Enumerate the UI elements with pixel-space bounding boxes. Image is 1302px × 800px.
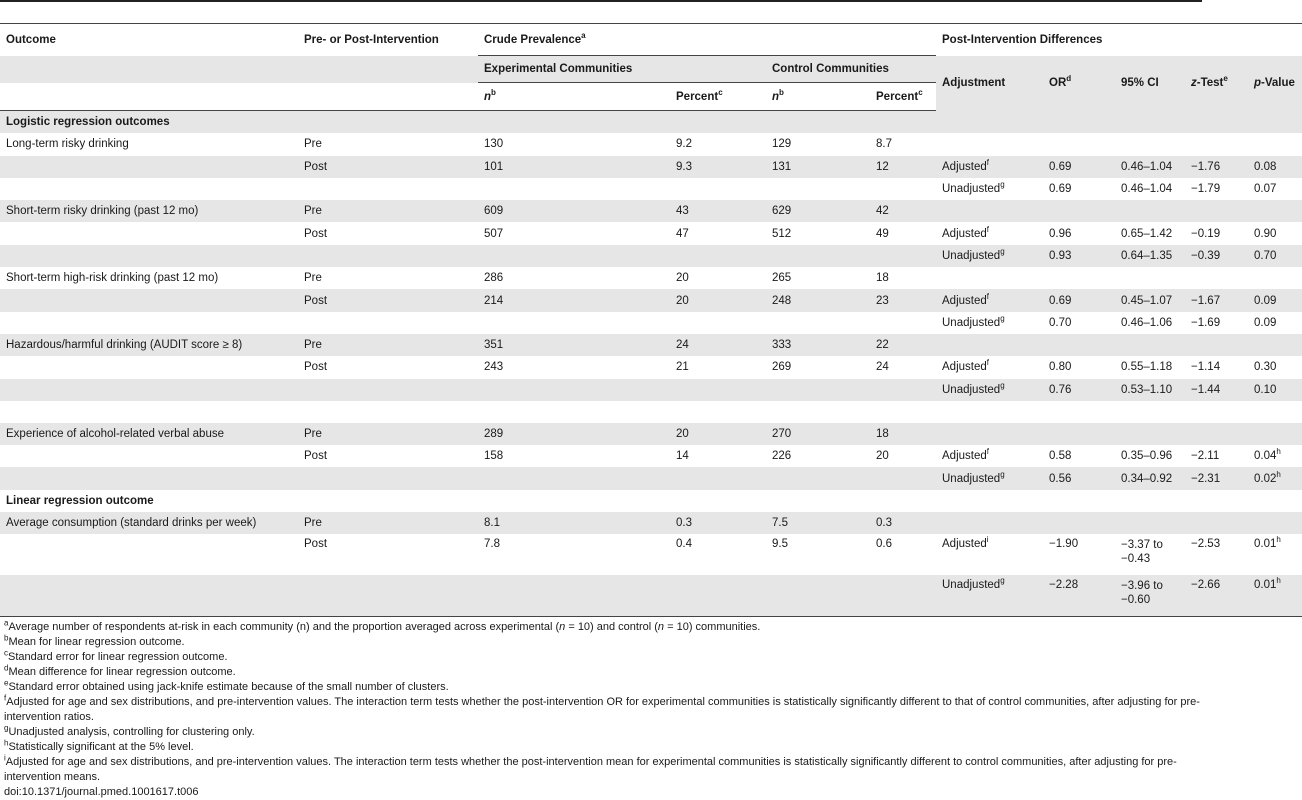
- table-row: Post 507 47 512 49 Adjusted$^f$ 0.96 0.65–1.42 −0.19 0.90: [304, 224, 1277, 240]
- header-ctl-n: $n^b$: [766, 83, 870, 111]
- header-ctl-percent: Percent$^c$: [870, 83, 936, 111]
- header-or: $OR^d$: [1043, 56, 1115, 111]
- footnote-g: $^g$Unadjusted analysis, controlling for clustering only.: [4, 723, 255, 738]
- table-row: Post 243 21 269 24 Adjusted$^f$ 0.80 0.55–1.18 −1.14 0.30: [304, 358, 1277, 374]
- footnote-c: $^c$Standard error for linear regression outcome.: [4, 648, 228, 663]
- table-row: Short-term high-risk drinking (past 12 mo) Pre 286 20 265 18: [6, 272, 889, 285]
- footnote-d: $^d$Mean difference for linear regression outcome.: [4, 663, 236, 678]
- header-row-1: [0, 24, 1302, 56]
- table-row: Unadjusted$^g$ 0.70 0.46–1.06 −1.69 0.09: [942, 313, 1277, 329]
- footnote-e: $^e$Standard error obtained using jack-knife estimate because of the small number of clusters.: [4, 678, 449, 693]
- footnotes: [4, 620, 1200, 800]
- table-row: Post 158 14 226 20 Adjusted$^f$ 0.58 0.35–0.96 −2.11 0.04$^h$: [304, 447, 1281, 463]
- header-p-value: p-Value: [1248, 56, 1302, 111]
- header-control: Control Communities: [766, 56, 936, 83]
- header-exp-n: $n^b$: [478, 83, 670, 111]
- table-row: Post 101 9.3 131 12 Adjusted$^f$ 0.69 0.46–1.04 −1.76 0.08: [0, 156, 1302, 178]
- header-row-2: [0, 56, 1302, 83]
- doi: doi:10.1371/journal.pmed.1001617.t006: [4, 786, 199, 798]
- table-row: Unadjusted$^g$ 0.56 0.34–0.92 −2.31 0.02$^h$: [0, 467, 1302, 489]
- spacer-row: [0, 401, 1302, 423]
- section-row-logistic: [0, 111, 1302, 134]
- section-row-linear: [0, 490, 1302, 512]
- footnote-f: $^f$Adjusted for age and sex distributions, and pre-intervention values. The interaction term tests whether the post-intervention OR for experimental communities is statistically significantly different to that of control communities, after adjusting for pre-intervention ratios.: [4, 693, 1200, 723]
- table-row: Post 214 20 248 23 Adjusted$^f$ 0.69 0.45–1.07 −1.67 0.09: [0, 289, 1302, 311]
- table-row: Unadjusted$^g$ 0.93 0.64–1.35 −0.39 0.70: [0, 245, 1302, 267]
- footnote-b: $^b$Mean for linear regression outcome.: [4, 633, 185, 648]
- header-pre-post: Pre- or Post-Intervention: [298, 24, 478, 56]
- table-row: Unadjusted$^g$ −2.28 −3.96 to −0.60 −2.66 0.01$^h$: [0, 575, 1302, 617]
- top-rule: [0, 0, 1202, 2]
- section-title: Logistic regression outcomes: [0, 111, 1302, 134]
- header-z-test: z-Test$^e$: [1185, 56, 1248, 111]
- footnote-i: $^i$Adjusted for age and sex distributions, and pre-intervention values. The interaction term tests whether the post-intervention mean for experimental communities is statistically significantly different to control communities, after adjusting for pre-intervention means.: [4, 753, 1177, 783]
- header-crude-prevalence: Crude Prevalence$^a$: [478, 24, 936, 56]
- header-ci: 95% CI: [1115, 56, 1185, 111]
- table-row: Post 7.8 0.4 9.5 0.6 Adjusted$^i$ −1.90 −3.37 to −0.43 −2.53 0.01$^h$: [304, 535, 1281, 566]
- results-table: [0, 23, 1302, 617]
- footnote-a: $^a$Average number of respondents at-risk in each community (n) and the proportion averaged across experimental (n = 10) and control (n = 10) communities.: [4, 618, 761, 633]
- header-exp-percent: Percent$^c$: [670, 83, 766, 111]
- header-post-intervention-differences: Post-Intervention Differences: [936, 24, 1302, 56]
- header-outcome: Outcome: [0, 24, 298, 56]
- table-row: Short-term risky drinking (past 12 mo) Pre 609 43 629 42: [0, 200, 1302, 222]
- table-row: Hazardous/harmful drinking (AUDIT score ≥ 8) Pre 351 24 333 22: [0, 334, 1302, 356]
- section-title: Linear regression outcome: [6, 494, 154, 507]
- table-row: Unadjusted$^g$ 0.76 0.53–1.10 −1.44 0.10: [0, 379, 1302, 401]
- header-experimental: Experimental Communities: [478, 56, 766, 83]
- footnote-h: $^h$Statistically significant at the 5% level.: [4, 738, 194, 753]
- table-row: Experience of alcohol-related verbal abuse Pre 289 20 270 18: [0, 423, 1302, 445]
- table-row: Long-term risky drinking Pre 130 9.2 129 8.7: [6, 138, 892, 151]
- header-adjustment: Adjustment: [936, 56, 1043, 111]
- table-row: Average consumption (standard drinks per week) Pre 8.1 0.3 7.5 0.3: [0, 512, 1302, 534]
- table-row: Unadjusted$^g$ 0.69 0.46–1.04 −1.79 0.07: [942, 180, 1277, 196]
